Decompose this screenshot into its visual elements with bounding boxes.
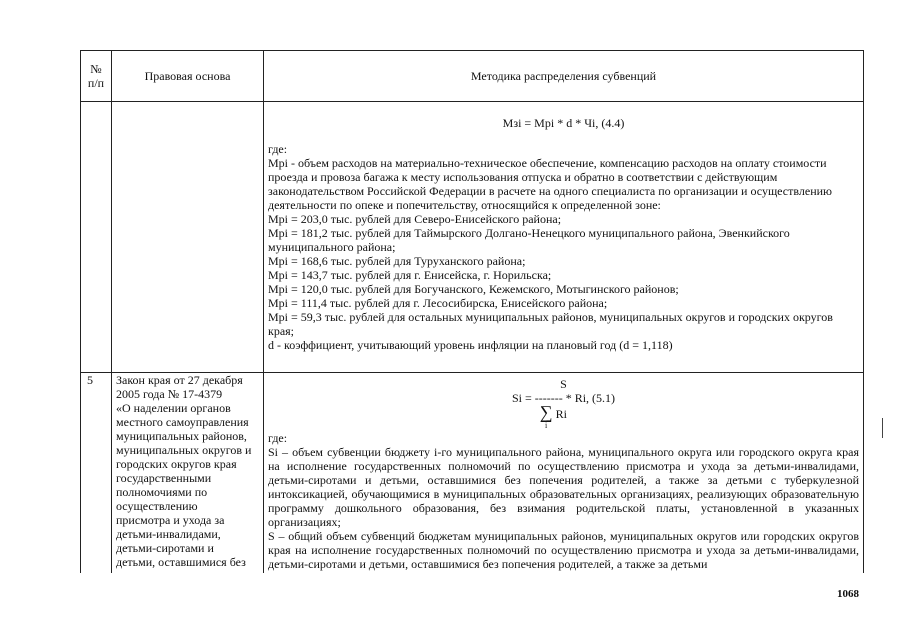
formula-denominator: [268, 402, 859, 433]
definition-line: где:: [268, 142, 288, 156]
formula-5-1: [268, 377, 859, 430]
formula-numerator: S: [560, 377, 567, 391]
formula-index: i: [544, 421, 548, 430]
row1-methodology: [264, 102, 864, 373]
scan-mark: [882, 418, 883, 438]
formula-denominator-var: Ri: [555, 407, 567, 421]
basis-line: детьми-инвалидами,: [116, 527, 221, 541]
basis-line: присмотра и ухода за: [116, 513, 225, 527]
sigma-symbol: ∑: [539, 402, 553, 422]
header-methodology: Методика распределения субвенций: [264, 51, 864, 102]
basis-line: детьми-сиротами и: [116, 541, 214, 555]
basis-line: городских округов края: [116, 457, 237, 471]
basis-line: 2005 года № 17-4379: [116, 387, 223, 401]
subsidy-table: [80, 50, 864, 573]
table-row: [81, 373, 864, 574]
row2-methodology: [264, 373, 864, 574]
definition-line: Мрi = 120,0 тыс. рублей для Богучанского, Кежемского, Мотыгинского районов;: [268, 282, 679, 296]
basis-line: полномочиями по: [116, 485, 208, 499]
basis-line: государственными: [116, 471, 212, 485]
table-row: [81, 102, 864, 373]
basis-line: осуществлению: [116, 499, 198, 513]
basis-line: детьми, оставшимися без: [116, 555, 246, 569]
row2-basis: [112, 373, 264, 574]
basis-line: Закон края от 27 декабря: [116, 373, 243, 387]
definition-line: Мрi = 168,6 тыс. рублей для Туруханского района;: [268, 254, 526, 268]
header-number: № п/п: [81, 51, 112, 102]
header-legal-basis: Правовая основа: [112, 51, 264, 102]
definition-line: Мрi = 203,0 тыс. рублей для Северо-Енисейского района;: [268, 212, 562, 226]
definition-line: Мрi = 143,7 тыс. рублей для г. Енисейска, г. Норильска;: [268, 268, 552, 282]
basis-line: муниципальных округов и: [116, 443, 252, 457]
definition-line: где:: [268, 431, 288, 445]
formula-4-4: Мзi = Мрi * d * Чi, (4.4): [502, 116, 625, 130]
basis-line: «О наделении органов: [116, 401, 231, 415]
basis-line: местного самоуправления: [116, 415, 249, 429]
definition-line: Мрi = 59,3 тыс. рублей для остальных муниципальных районов, муниципальных округов и городских округов края;: [268, 310, 833, 338]
row1-number: [81, 102, 112, 373]
row1-definitions: [268, 142, 859, 352]
definition-line: Si – объем субвенции бюджету i-го муниципального района, муниципального округа или городского округа края на исполнение государственных полномочий по осуществлению присмотра и ухода за детьми-инвалидами, детьми-сиротами и детьми, оставшимися без попечения родителей, а также за детьми с туберкулезной интоксикацией, обучающимися в муниципальных образовательных организациях, реализующих образовательную программу дошкольного образования, без взимания родительской платы, установленной в указанных организациях;: [268, 445, 859, 529]
definition-line: Мрi - объем расходов на материально-техническое обеспечение, компенсацию расходов на оплату стоимости проезда и провоза багажа к месту использования отпуска и обратно в соответствии с действующим законодательством Российской Федерации в расчете на одного специалиста по организации и осуществлению деятельности по опеке и попечительству, относящийся к определенной зоне:: [268, 156, 833, 212]
row2-number: 5: [81, 373, 112, 574]
definition-line: S – общий объем субвенций бюджетам муниципальных районов, муниципальных округов или городских округов края на исполнение государственных полномочий по осуществлению присмотра и ухода за детьми-инвалидами, детьми-сиротами и детьми, оставшимися без попечения родителей, а также за детьми: [268, 529, 859, 571]
row2-definitions: [268, 431, 859, 571]
page-number: 1068: [837, 588, 859, 600]
formula-body: Si = ------- * Ri, (5.1): [511, 391, 616, 405]
basis-line: муниципальных районов,: [116, 429, 247, 443]
row1-basis: [112, 102, 264, 373]
definition-line: Мрi = 181,2 тыс. рублей для Таймырского Долгано-Ненецкого муниципального района, Эвенкийского муниципального района;: [268, 226, 790, 254]
definition-line: d - коэффициент, учитывающий уровень инфляции на плановый год (d = 1,118): [268, 338, 673, 352]
table-header-row: [81, 51, 864, 102]
definition-line: Мрi = 111,4 тыс. рублей для г. Лесосибирска, Енисейского района;: [268, 296, 608, 310]
